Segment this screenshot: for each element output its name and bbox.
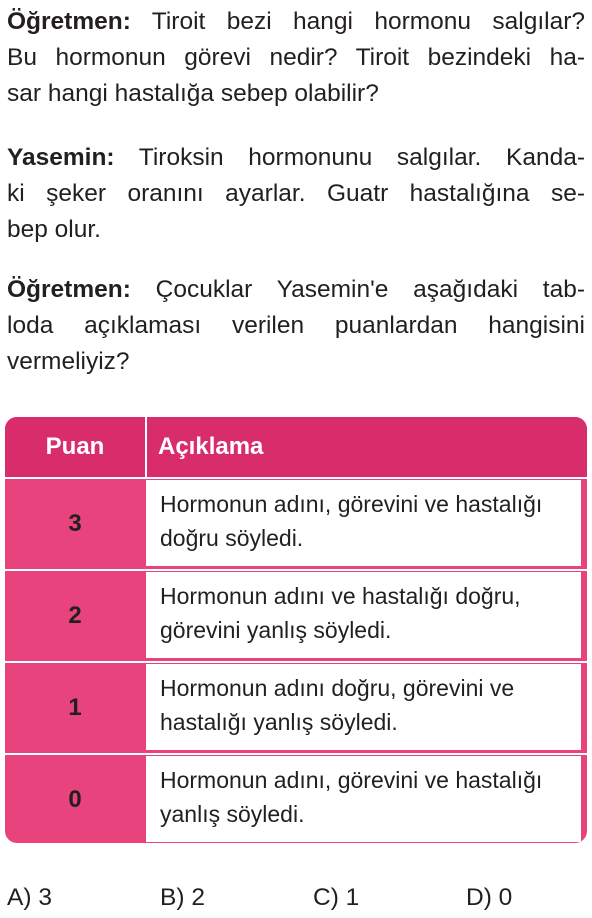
option-label: D): [466, 884, 492, 911]
text-line: bep olur.: [7, 216, 101, 243]
table-header: [5, 417, 587, 477]
row-description: Hormonun adını ve hastalığı doğru, görevini yanlış söyledi.: [160, 583, 521, 643]
header-description: Açıklama: [158, 433, 264, 460]
option-value: 3: [38, 884, 52, 911]
option-d[interactable]: [466, 880, 512, 916]
row-score: 3: [68, 510, 82, 537]
table-row: [5, 755, 587, 843]
row-description: Hormonun adını, görevini ve hastalığı doğru söyledi.: [160, 491, 543, 551]
teacher-question-2: [7, 272, 585, 380]
table-row: [5, 663, 587, 753]
speaker-name: Öğretmen:: [7, 8, 131, 35]
text-line: sar hangi hastalığa sebep olabilir?: [7, 80, 379, 107]
row-score: 0: [68, 786, 82, 813]
option-value: 2: [191, 884, 205, 911]
option-label: A): [7, 884, 32, 911]
speaker-name: Yasemin:: [7, 144, 115, 171]
text-line: Öğretmen: Çocuklar Yasemin'e aşağıdaki tab-: [7, 276, 585, 303]
row-description-cell: [145, 479, 582, 567]
table-row: [5, 571, 587, 661]
header-score: Puan: [45, 433, 105, 460]
option-a[interactable]: [7, 880, 52, 916]
text-line: loda açıklaması verilen puanlardan hangisini: [7, 312, 585, 339]
speaker-name: Öğretmen:: [7, 276, 131, 303]
row-description: Hormonun adını, görevini ve hastalığı yanlış söyledi.: [160, 767, 543, 827]
scoring-table: [5, 417, 587, 843]
row-description: Hormonun adını doğru, görevini ve hastalığı yanlış söyledi.: [160, 675, 515, 735]
row-description-cell: [145, 663, 582, 751]
table-row: [5, 479, 587, 569]
row-score: 1: [68, 694, 82, 721]
row-description-cell: [145, 755, 582, 843]
option-b[interactable]: [160, 880, 205, 916]
student-answer: [7, 140, 585, 248]
option-value: 1: [345, 884, 360, 911]
header-divider: [145, 417, 147, 477]
option-c[interactable]: [313, 880, 359, 916]
text-line: Bu hormonun görevi nedir? Tiroit bezindeki ha-: [7, 44, 585, 71]
answer-options: [0, 880, 592, 916]
row-score: 2: [68, 602, 82, 629]
text-line: Öğretmen: Tiroit bezi hangi hormonu salgılar?: [7, 8, 585, 35]
row-description-cell: [145, 571, 582, 659]
text-line: Yasemin: Tiroksin hormonunu salgılar. Kanda-: [7, 144, 585, 171]
option-value: 0: [498, 884, 513, 911]
text-line: ki şeker oranını ayarlar. Guatr hastalığına se-: [7, 180, 585, 207]
teacher-question-1: [7, 4, 585, 112]
text-line: vermeliyiz?: [7, 348, 130, 375]
option-label: C): [313, 884, 339, 911]
option-label: B): [160, 884, 185, 911]
